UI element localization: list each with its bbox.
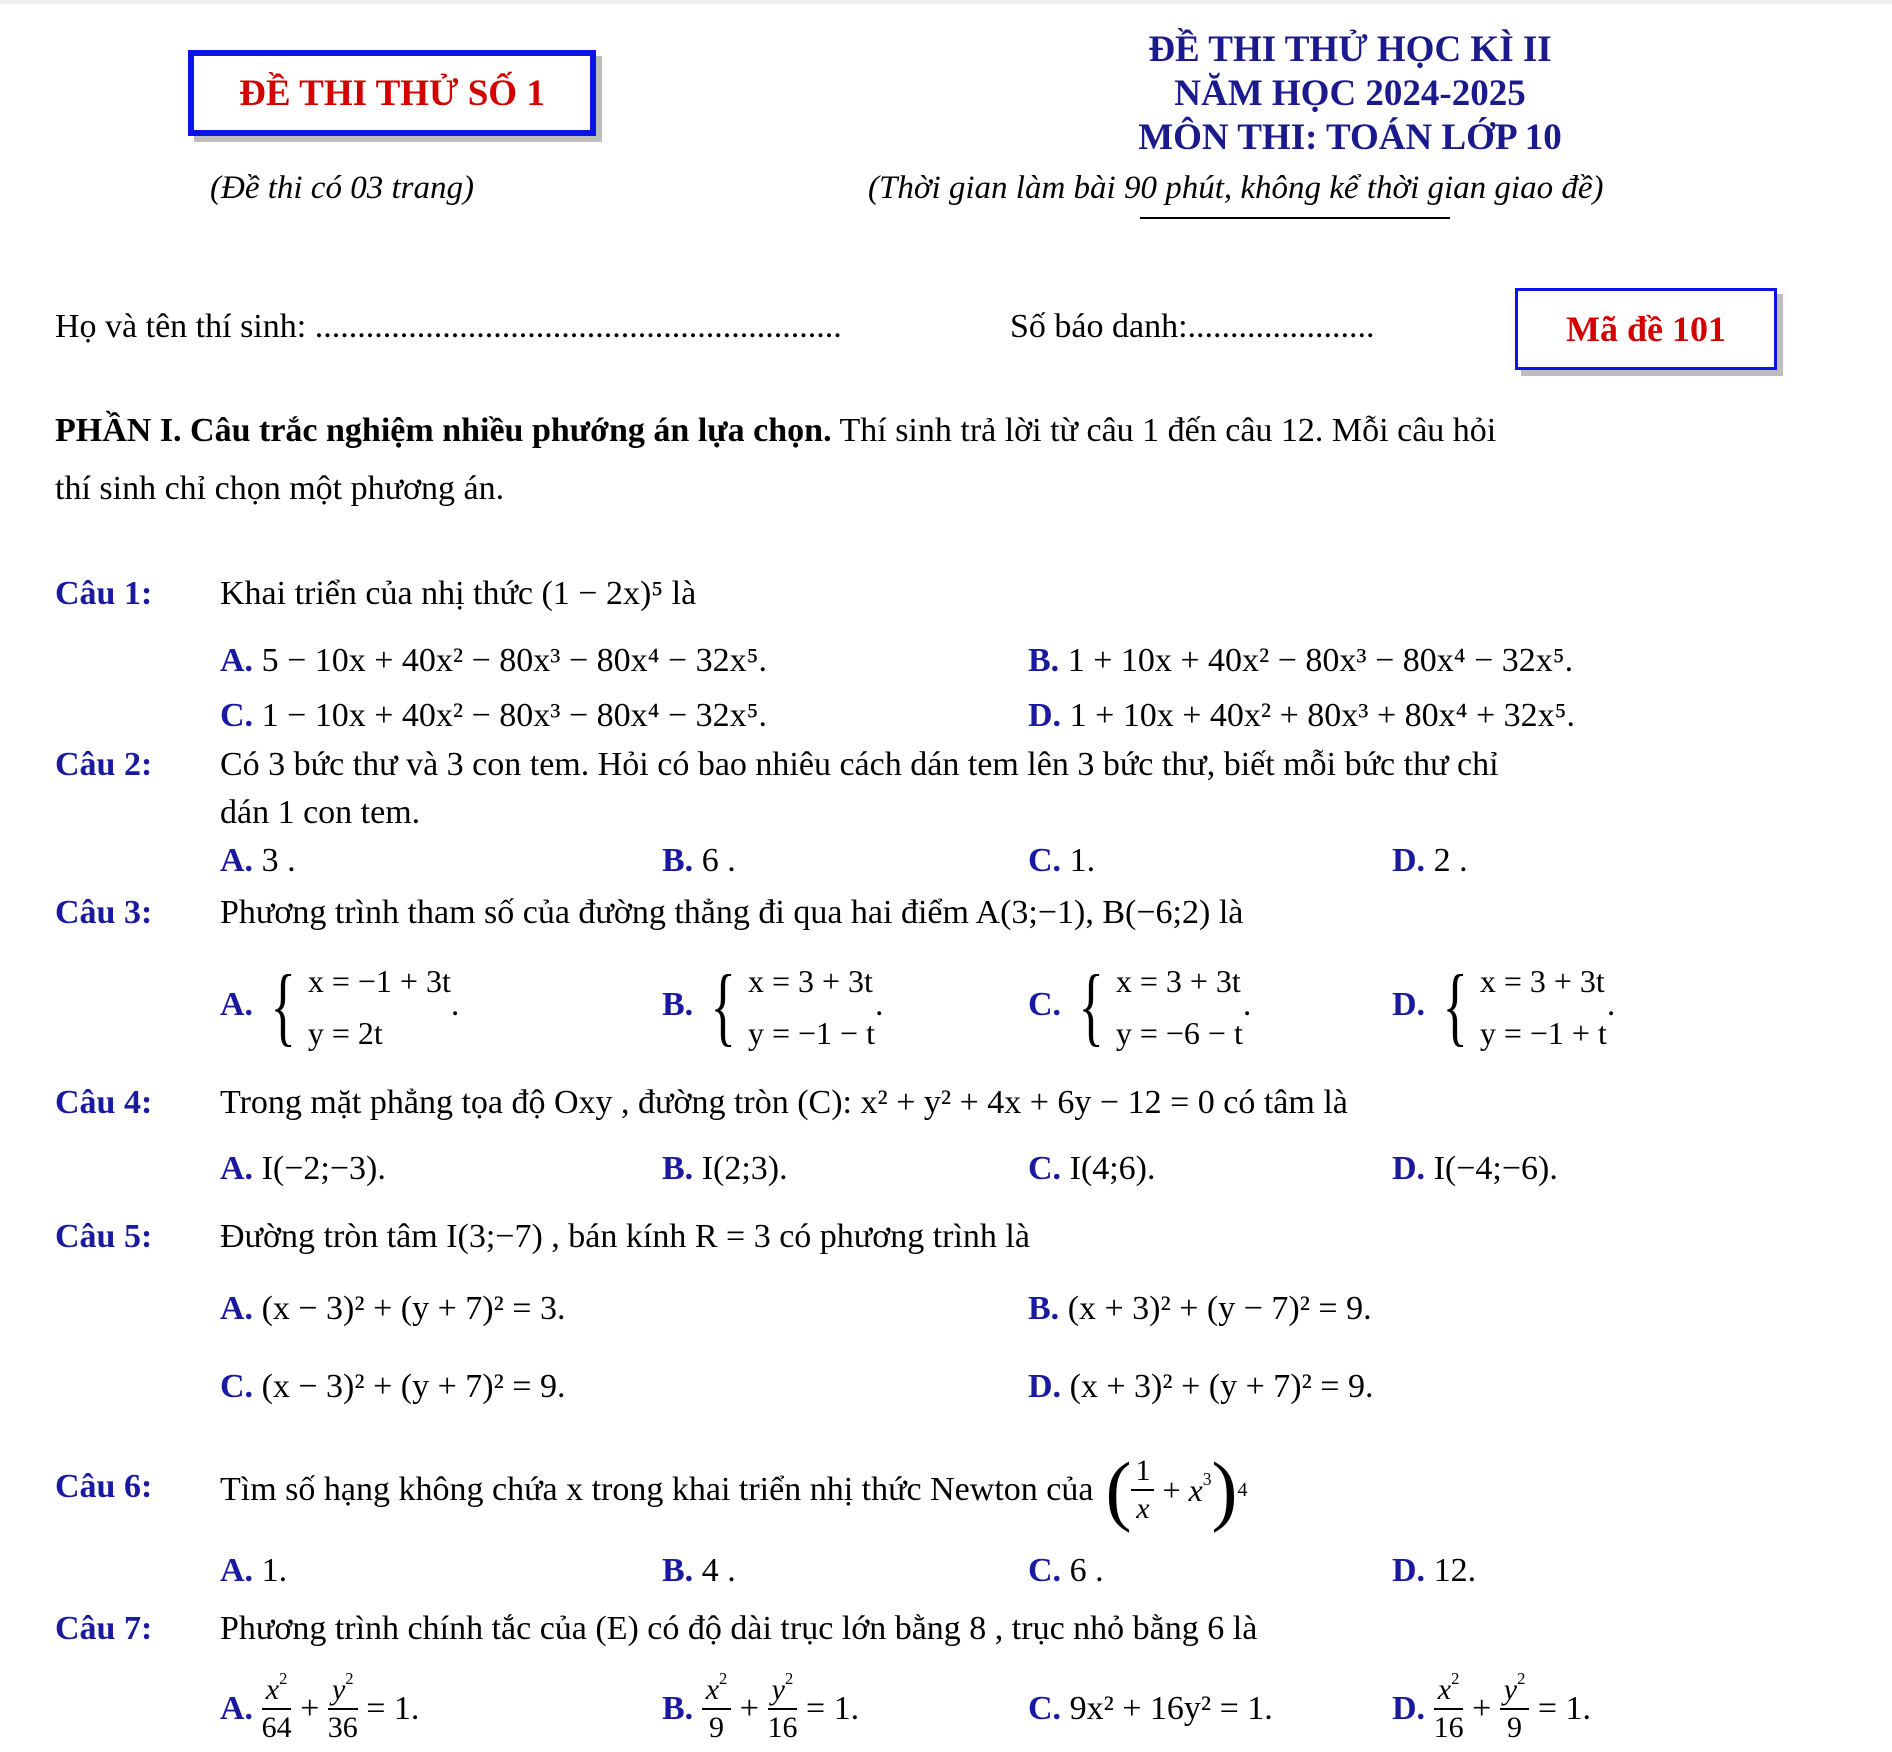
brace-icon: { xyxy=(1078,958,1104,1055)
question-3-option-d[interactable]: D. { x = 3 + 3t y = −1 + t . xyxy=(1392,955,1615,1059)
question-7-number: Câu 7: xyxy=(55,1610,153,1647)
option-text: (x + 3)² + (y − 7)² = 9. xyxy=(1067,1290,1372,1327)
option-label: A. xyxy=(220,985,254,1023)
question-7-option-b[interactable]: B. $\frac{x^2}{9}$ + $\frac{y^2}{16}$ = 1. xyxy=(662,1669,860,1744)
question-7-option-a[interactable]: A. $\frac{x^2}{64}$ + $\frac{y^2}{36}$ = 1. xyxy=(220,1669,420,1744)
top-rule xyxy=(0,0,1892,4)
question-1-number: Câu 1: xyxy=(55,575,153,612)
exam-number-box xyxy=(188,50,596,136)
question-3-option-a[interactable]: A. { x = −1 + 3t y = 2t . xyxy=(220,955,459,1059)
equation-system xyxy=(262,955,451,1059)
option-label: B. xyxy=(1028,1290,1060,1327)
question-4-option-c[interactable] xyxy=(1028,1150,1155,1188)
candidate-id-field[interactable]: Số báo danh:...................... xyxy=(1010,308,1375,345)
option-label: D. xyxy=(1392,842,1426,879)
option-text: (x − 3)² + (y + 7)² = 9. xyxy=(261,1368,566,1405)
fraction: $\frac{x^2}{16}$ xyxy=(1433,1669,1464,1744)
fraction: $\frac{y^2}{9}$ xyxy=(1500,1672,1530,1746)
option-label: A. xyxy=(220,1290,254,1327)
system-line-2: y = −1 + t xyxy=(1479,1015,1607,1051)
option-text: 1. xyxy=(261,1552,288,1589)
option-label: D. xyxy=(1028,1368,1062,1405)
option-label: A. xyxy=(220,842,254,879)
option-label: D. xyxy=(1392,985,1426,1023)
question-3-option-b[interactable]: B. { x = 3 + 3t y = −1 − t . xyxy=(662,955,883,1059)
option-label: C. xyxy=(220,1368,254,1405)
question-4-stem: Trong mặt phẳng tọa độ Oxy , đường tròn (C): x² + y² + 4x + 6y − 12 = 0 có tâm là xyxy=(220,1084,1348,1121)
section-instructions-2: thí sinh chỉ chọn một phương án. xyxy=(55,470,505,507)
system-line-2: y = −1 − t xyxy=(747,1015,875,1051)
question-6-option-a[interactable] xyxy=(220,1552,287,1590)
question-3-number: Câu 3: xyxy=(55,894,153,931)
option-label: C. xyxy=(1028,1552,1062,1589)
option-text: 9x² + 16y² = 1. xyxy=(1069,1690,1273,1727)
question-6-option-c[interactable] xyxy=(1028,1552,1104,1590)
question-2-option-c[interactable] xyxy=(1028,842,1095,880)
option-text: 1 + 10x + 40x² + 80x³ + 80x⁴ + 32x⁵. xyxy=(1069,697,1576,734)
option-label: D. xyxy=(1392,1150,1426,1187)
fraction: $\frac{x^2}{9}$ xyxy=(702,1672,732,1746)
system-line-1: x = 3 + 3t xyxy=(1479,963,1605,999)
question-2-number: Câu 2: xyxy=(55,746,153,783)
time-note-underline xyxy=(1140,217,1450,219)
option-label: D. xyxy=(1028,697,1062,734)
option-text: 6 . xyxy=(1069,1552,1104,1589)
option-label: B. xyxy=(662,1150,694,1187)
question-4-number: Câu 4: xyxy=(55,1084,153,1121)
equation-system xyxy=(1070,955,1243,1059)
question-4-option-a[interactable] xyxy=(220,1150,386,1188)
question-5-option-c[interactable] xyxy=(220,1368,565,1406)
question-2-stem-line2: dán 1 con tem. xyxy=(220,794,421,831)
option-text: I(−2;−3). xyxy=(261,1150,386,1187)
question-2-stem-line1: Có 3 bức thư và 3 con tem. Hỏi có bao nhiêu cách dán tem lên 3 bức thư, biết mỗi bức thư chỉ xyxy=(220,746,1499,783)
option-text: 1. xyxy=(1069,842,1096,879)
brace-icon: { xyxy=(270,958,296,1055)
system-line-2: y = 2t xyxy=(307,1015,383,1051)
question-2-option-a[interactable] xyxy=(220,842,296,880)
option-text: 1 + 10x + 40x² − 80x³ − 80x⁴ − 32x⁵. xyxy=(1067,642,1574,679)
fraction: $\frac{y^2}{16}$ xyxy=(767,1669,798,1744)
question-2-option-d[interactable] xyxy=(1392,842,1468,880)
option-text: (x + 3)² + (y + 7)² = 9. xyxy=(1069,1368,1374,1405)
fraction: $\frac{1}{x}$ xyxy=(1131,1453,1154,1527)
option-label: C. xyxy=(1028,842,1062,879)
option-text: 1 − 10x + 40x² − 80x³ − 80x⁴ − 32x⁵. xyxy=(261,697,768,734)
option-text: 3 . xyxy=(261,842,296,879)
option-text: 4 . xyxy=(701,1552,736,1589)
option-label: B. xyxy=(662,1690,694,1727)
question-5-option-a[interactable] xyxy=(220,1290,565,1328)
option-text: 2 . xyxy=(1433,842,1468,879)
question-1-option-d[interactable] xyxy=(1028,697,1575,735)
question-1-option-a[interactable] xyxy=(220,642,767,680)
question-2-option-b[interactable] xyxy=(662,842,736,880)
option-text: I(4;6). xyxy=(1069,1150,1156,1187)
fraction: $\frac{y^2}{36}$ xyxy=(327,1669,358,1744)
system-line-1: x = 3 + 3t xyxy=(747,963,873,999)
option-label: A. xyxy=(220,642,254,679)
question-7-option-d[interactable]: D. $\frac{x^2}{16}$ + $\frac{y^2}{9}$ = 1. xyxy=(1392,1669,1592,1744)
option-label: A. xyxy=(220,1690,254,1727)
question-3-option-c[interactable]: C. { x = 3 + 3t y = −6 − t . xyxy=(1028,955,1251,1059)
exam-title-line1: ĐỀ THI THỬ HỌC KÌ II xyxy=(1148,29,1552,70)
equation-system xyxy=(1434,955,1607,1059)
exam-code-box xyxy=(1515,288,1777,370)
option-label: B. xyxy=(662,842,694,879)
option-label: D. xyxy=(1392,1552,1426,1589)
question-1-option-b[interactable] xyxy=(1028,642,1573,680)
candidate-name-field[interactable]: Họ và tên thí sinh: .............................................................. xyxy=(55,308,842,345)
question-6-option-b[interactable] xyxy=(662,1552,736,1590)
fraction: $\frac{x^2}{64}$ xyxy=(261,1669,292,1744)
option-text: (x − 3)² + (y + 7)² = 3. xyxy=(261,1290,566,1327)
option-label: C. xyxy=(220,697,254,734)
question-6-stem-text: Tìm số hạng không chứa x trong khai triển nhị thức Newton của xyxy=(220,1471,1094,1508)
time-note: (Thời gian làm bài 90 phút, không kể thời gian giao đề) xyxy=(868,170,1604,206)
question-6-number: Câu 6: xyxy=(55,1468,153,1505)
question-5-option-d[interactable] xyxy=(1028,1368,1373,1406)
option-label: D. xyxy=(1392,1690,1426,1727)
exam-number-label: ĐỀ THI THỬ SỐ 1 xyxy=(239,72,545,114)
question-1-stem: Khai triển của nhị thức (1 − 2x)⁵ là xyxy=(220,575,697,612)
option-text: I(−4;−6). xyxy=(1433,1150,1558,1187)
question-3-stem: Phương trình tham số của đường thẳng đi qua hai điểm A(3;−1), B(−6;2) là xyxy=(220,894,1244,931)
section-heading xyxy=(55,412,1496,450)
question-5-option-b[interactable] xyxy=(1028,1290,1372,1328)
option-text: 6 . xyxy=(701,842,736,879)
pages-note: (Đề thi có 03 trang) xyxy=(210,170,474,206)
exam-title-line2: NĂM HỌC 2024-2025 xyxy=(1174,73,1526,114)
option-label: B. xyxy=(1028,642,1060,679)
exam-code-label: Mã đề 101 xyxy=(1566,309,1726,349)
option-label: B. xyxy=(662,985,694,1023)
option-label: B. xyxy=(662,1552,694,1589)
option-label: A. xyxy=(220,1552,254,1589)
section-title: PHẦN I. Câu trắc nghiệm nhiều phướng án lựa chọn. xyxy=(55,412,832,449)
question-4-option-d[interactable] xyxy=(1392,1150,1558,1188)
exam-title-line3: MÔN THI: TOÁN LỚP 10 xyxy=(1138,117,1562,158)
option-label: C. xyxy=(1028,1690,1062,1727)
question-5-stem: Đường tròn tâm I(3;−7) , bán kính R = 3 có phương trình là xyxy=(220,1218,1030,1255)
question-7-option-c[interactable] xyxy=(1028,1690,1273,1728)
option-text: 12. xyxy=(1433,1552,1477,1589)
system-line-1: x = 3 + 3t xyxy=(1115,963,1241,999)
option-text: 5 − 10x + 40x² − 80x³ − 80x⁴ − 32x⁵. xyxy=(261,642,768,679)
brace-icon: { xyxy=(710,958,736,1055)
question-4-option-b[interactable] xyxy=(662,1150,788,1188)
question-6-option-d[interactable] xyxy=(1392,1552,1476,1590)
question-7-stem: Phương trình chính tắc của (E) có độ dài trục lớn bằng 8 , trục nhỏ bằng 6 là xyxy=(220,1610,1258,1647)
system-line-2: y = −6 − t xyxy=(1115,1015,1243,1051)
option-label: C. xyxy=(1028,1150,1062,1187)
section-instructions-1: Thí sinh trả lời từ câu 1 đến câu 12. Mỗi câu hỏi xyxy=(831,412,1497,449)
equation-system xyxy=(702,955,875,1059)
system-line-1: x = −1 + 3t xyxy=(307,963,451,999)
option-label: C. xyxy=(1028,985,1062,1023)
option-label: A. xyxy=(220,1150,254,1187)
question-5-number: Câu 5: xyxy=(55,1218,153,1255)
binomial-expression: ( $\frac{1}{x}$ + $x^3$ ) 4 xyxy=(1105,1446,1248,1533)
question-1-option-c[interactable] xyxy=(220,697,767,735)
question-6-stem xyxy=(220,1440,1247,1540)
brace-icon: { xyxy=(1442,958,1468,1055)
option-text: I(2;3). xyxy=(701,1150,788,1187)
